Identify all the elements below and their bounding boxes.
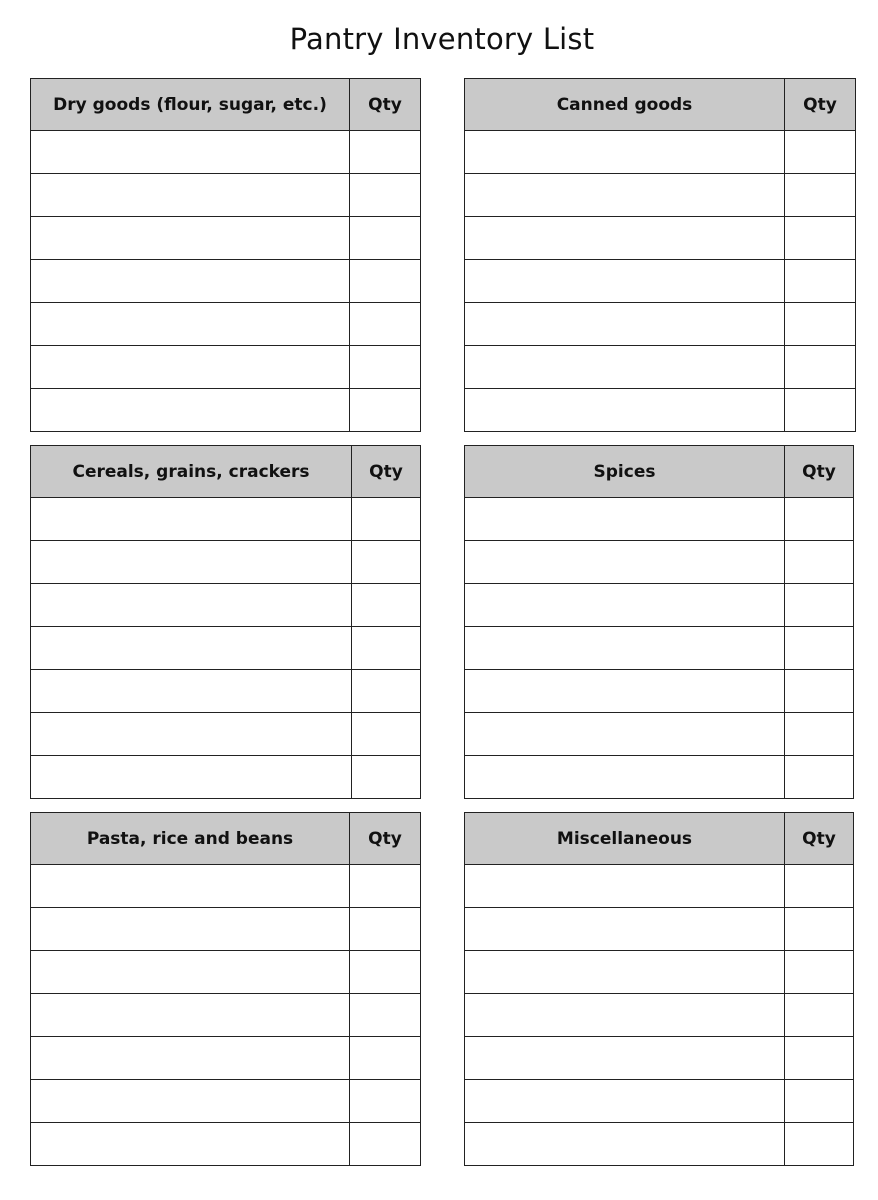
item-cell[interactable]: [31, 756, 352, 799]
inventory-row: [31, 131, 421, 174]
inventory-row: [31, 627, 421, 670]
inventory-table-miscellaneous: [464, 812, 854, 1166]
item-cell[interactable]: [465, 627, 785, 670]
item-cell[interactable]: [465, 670, 785, 713]
item-cell[interactable]: [465, 131, 785, 174]
item-cell[interactable]: [31, 389, 350, 432]
inventory-row: [31, 217, 421, 260]
inventory-row: [31, 1123, 421, 1166]
item-cell[interactable]: [31, 1080, 350, 1123]
inventory-table-canned-goods: [464, 78, 856, 432]
item-cell[interactable]: [31, 584, 352, 627]
qty-cell[interactable]: [350, 1080, 421, 1123]
page-title: Pantry Inventory List: [289, 22, 595, 56]
qty-header: Qty: [785, 813, 854, 865]
qty-cell[interactable]: [350, 908, 421, 951]
section-header: Canned goods: [465, 79, 785, 131]
inventory-row: [465, 584, 854, 627]
item-cell[interactable]: [31, 498, 352, 541]
qty-cell[interactable]: [785, 627, 854, 670]
item-cell[interactable]: [465, 1080, 785, 1123]
qty-cell[interactable]: [352, 756, 421, 799]
qty-cell[interactable]: [785, 541, 854, 584]
inventory-row: [465, 1080, 854, 1123]
qty-cell[interactable]: [350, 951, 421, 994]
item-cell[interactable]: [465, 756, 785, 799]
qty-cell[interactable]: [352, 498, 421, 541]
section-header: Pasta, rice and beans: [31, 813, 350, 865]
inventory-row: [465, 174, 856, 217]
inventory-row: [31, 713, 421, 756]
item-cell[interactable]: [465, 498, 785, 541]
qty-header: Qty: [350, 79, 421, 131]
qty-header: Qty: [352, 446, 421, 498]
inventory-row: [31, 994, 421, 1037]
qty-cell[interactable]: [785, 670, 854, 713]
inventory-row: [465, 908, 854, 951]
item-cell[interactable]: [31, 174, 350, 217]
item-cell[interactable]: [31, 131, 350, 174]
section-header: Miscellaneous: [465, 813, 785, 865]
qty-cell[interactable]: [352, 670, 421, 713]
inventory-row: [465, 865, 854, 908]
inventory-row: [465, 541, 854, 584]
qty-cell[interactable]: [350, 1037, 421, 1080]
item-cell[interactable]: [465, 1037, 785, 1080]
item-cell[interactable]: [31, 303, 350, 346]
inventory-row: [31, 756, 421, 799]
qty-cell[interactable]: [785, 1080, 854, 1123]
inventory-row: [465, 389, 856, 432]
qty-cell[interactable]: [785, 994, 854, 1037]
qty-cell[interactable]: [350, 217, 421, 260]
qty-cell[interactable]: [785, 1037, 854, 1080]
inventory-row: [465, 131, 856, 174]
item-cell[interactable]: [465, 260, 785, 303]
inventory-row: [465, 713, 854, 756]
qty-header: Qty: [785, 446, 854, 498]
qty-cell[interactable]: [785, 389, 856, 432]
inventory-row: [31, 303, 421, 346]
item-cell[interactable]: [31, 260, 350, 303]
item-cell[interactable]: [31, 1123, 350, 1166]
inventory-row: [31, 498, 421, 541]
qty-cell[interactable]: [350, 303, 421, 346]
item-cell[interactable]: [31, 541, 352, 584]
qty-cell[interactable]: [350, 131, 421, 174]
item-cell[interactable]: [465, 1123, 785, 1166]
inventory-row: [465, 1123, 854, 1166]
inventory-row: [31, 541, 421, 584]
item-cell[interactable]: [465, 994, 785, 1037]
inventory-row: [465, 346, 856, 389]
section-header: Cereals, grains, crackers: [31, 446, 352, 498]
qty-cell[interactable]: [785, 951, 854, 994]
section-header: Spices: [465, 446, 785, 498]
item-cell[interactable]: [465, 865, 785, 908]
inventory-row: [31, 584, 421, 627]
inventory-table-cereals: [30, 445, 421, 799]
inventory-row: [31, 389, 421, 432]
qty-cell[interactable]: [350, 1123, 421, 1166]
item-cell[interactable]: [31, 713, 352, 756]
qty-cell[interactable]: [785, 908, 854, 951]
inventory-row: [31, 1080, 421, 1123]
inventory-row: [465, 756, 854, 799]
inventory-row: [31, 951, 421, 994]
item-cell[interactable]: [465, 908, 785, 951]
inventory-row: [31, 260, 421, 303]
qty-cell[interactable]: [352, 541, 421, 584]
inventory-row: [31, 865, 421, 908]
item-cell[interactable]: [31, 217, 350, 260]
item-cell[interactable]: [31, 670, 352, 713]
qty-cell[interactable]: [785, 713, 854, 756]
inventory-row: [465, 260, 856, 303]
inventory-row: [465, 951, 854, 994]
inventory-row: [31, 174, 421, 217]
qty-cell[interactable]: [785, 260, 856, 303]
qty-cell[interactable]: [785, 756, 854, 799]
item-cell[interactable]: [465, 584, 785, 627]
qty-cell[interactable]: [785, 346, 856, 389]
item-cell[interactable]: [31, 951, 350, 994]
qty-cell[interactable]: [785, 174, 856, 217]
item-cell[interactable]: [465, 303, 785, 346]
item-cell[interactable]: [31, 627, 352, 670]
qty-cell[interactable]: [350, 174, 421, 217]
item-cell[interactable]: [465, 217, 785, 260]
qty-cell[interactable]: [352, 627, 421, 670]
item-cell[interactable]: [465, 174, 785, 217]
section-header: Dry goods (flour, sugar, etc.): [31, 79, 350, 131]
qty-cell[interactable]: [352, 584, 421, 627]
item-cell[interactable]: [31, 865, 350, 908]
item-cell[interactable]: [31, 908, 350, 951]
qty-header: Qty: [350, 813, 421, 865]
inventory-row: [31, 346, 421, 389]
inventory-row: [31, 670, 421, 713]
inventory-row: [465, 1037, 854, 1080]
item-cell[interactable]: [465, 389, 785, 432]
item-cell[interactable]: [465, 713, 785, 756]
qty-header: Qty: [785, 79, 856, 131]
item-cell[interactable]: [465, 951, 785, 994]
inventory-row: [465, 627, 854, 670]
inventory-table-pasta-rice-beans: [30, 812, 421, 1166]
inventory-row: [465, 994, 854, 1037]
qty-cell[interactable]: [785, 303, 856, 346]
item-cell[interactable]: [465, 541, 785, 584]
qty-cell[interactable]: [785, 217, 856, 260]
qty-cell[interactable]: [350, 994, 421, 1037]
inventory-row: [465, 498, 854, 541]
qty-cell[interactable]: [785, 498, 854, 541]
inventory-row: [31, 1037, 421, 1080]
qty-cell[interactable]: [785, 1123, 854, 1166]
qty-cell[interactable]: [350, 865, 421, 908]
qty-cell[interactable]: [350, 346, 421, 389]
inventory-table-dry-goods: [30, 78, 421, 432]
inventory-row: [465, 217, 856, 260]
item-cell[interactable]: [465, 346, 785, 389]
item-cell[interactable]: [31, 994, 350, 1037]
qty-cell[interactable]: [350, 389, 421, 432]
inventory-row: [465, 303, 856, 346]
inventory-table-spices: [464, 445, 854, 799]
qty-cell[interactable]: [350, 260, 421, 303]
qty-cell[interactable]: [785, 584, 854, 627]
qty-cell[interactable]: [785, 865, 854, 908]
qty-cell[interactable]: [785, 131, 856, 174]
item-cell[interactable]: [31, 1037, 350, 1080]
inventory-row: [31, 908, 421, 951]
item-cell[interactable]: [31, 346, 350, 389]
inventory-row: [465, 670, 854, 713]
qty-cell[interactable]: [352, 713, 421, 756]
